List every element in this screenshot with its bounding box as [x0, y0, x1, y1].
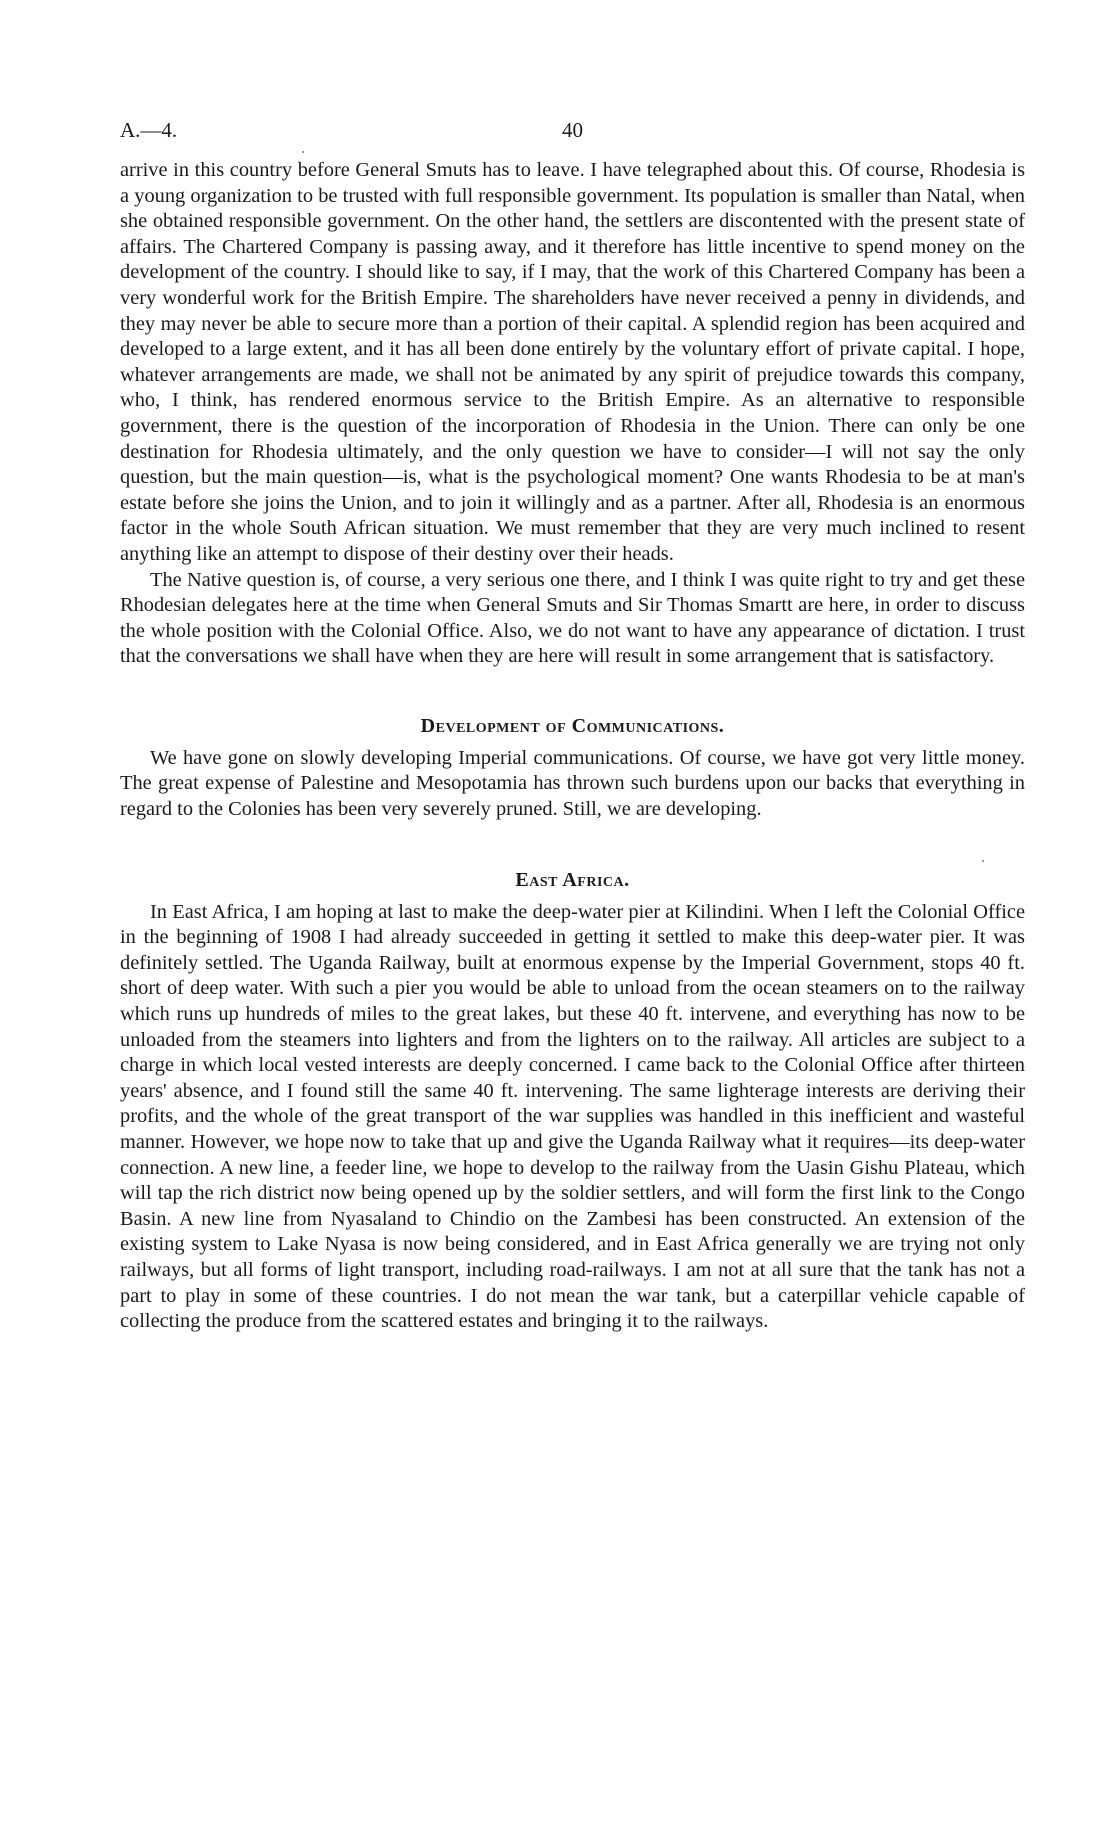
heading-development-of-communications: Development of Communications. — [420, 714, 725, 737]
running-header — [120, 118, 1025, 158]
paragraph-communications: We have gone on slowly developing Imperial communications. Of course, we have got very little money. The great expense of Palestine and Mesopotamia has thrown such burdens upon our backs that everything in regard to the Colonies has been very severely pruned. Still, we are developing. — [120, 746, 1025, 821]
document-reference: A.—4. — [120, 118, 178, 142]
paragraph-rhodesia: arrive in this country before General Smuts has to leave. I have telegraphed about this. Of course, Rhodesia is a young organization to be trusted with full responsible government. Its population is smaller than Natal, when she obtained responsible government. On the other hand, the settlers are discontented with the present state of affairs. The Chartered Company is passing away, and it therefore has little incentive to spend money on the development of the country. I should like to say, if I may, that the work of this Chartered Company has been a very wonderful work for the British Empire. The shareholders have never received a penny in dividends, and they may never be able to secure more than a portion of their capital. A splendid region has been acquired and developed to a large extent, and it has all been done entirely by the voluntary effort of private capital. I hope, whatever arrangements are made, we shall not be animated by any spirit of prejudice towards this company, who, I think, has rendered enormous service to the British Empire. As an alternative to responsible government, there is the question of the incorporation of Rhodesia in the Union. There can only be one destination for Rhodesia ultimately, and the only question we have to consider—I will not say the only question, but the main question—is, what is the psychological moment? One wants Rhodesia to be at man's estate before she joins the Union, and to join it willingly and as a partner. After all, Rhodesia is an enormous factor in the whole South African situation. We must remember that they are very much inclined to resent anything like an attempt to dispose of their destiny over their heads. — [120, 159, 1025, 565]
page-number: 40 — [562, 118, 583, 142]
paragraph-native-question: The Native question is, of course, a very serious one there, and I think I was quite right to try and get these Rhodesian delegates here at the time when General Smuts and Sir Thomas Smartt are here, in order to discuss the whole position with the Colonial Office. Also, we do not want to have any appearance of dictation. I trust that the conversations we shall have when they are here will result in some arrangement that is satisfactory. — [120, 568, 1025, 668]
heading-east-africa: East Africa. — [515, 868, 630, 891]
paragraph-east-africa: In East Africa, I am hoping at last to make the deep-water pier at Kilindini. When I left the Colonial Office in the beginning of 1908 I had already succeeded in getting it settled to make this deep-water pier. It was definitely settled. The Uganda Railway, built at enormous expense by the Imperial Government, stops 40 ft. short of deep water. With such a pier you would be able to unload from the ocean steamers on to the railway which runs up hundreds of miles to the great lakes, but these 40 ft. intervene, and everything has now to be unloaded from the steamers into lighters and from the lighters on to the railway. All articles are subject to a charge in which local vested interests are deeply concerned. I came back to the Colonial Office after thirteen years' absence, and I found still the same 40 ft. intervening. The same lighterage interests are deriving their profits, and the whole of the great transport of the war supplies was handled in this inefficient and wasteful manner. However, we hope now to take that up and give the Uganda Railway what it requires—its deep-water connection. A new line, a feeder line, we hope to develop to the railway from the Uasin Gishu Plateau, which will tap the rich district now being opened up by the soldier settlers, and will form the first link to the Congo Basin. A new line from Nyasaland to Chindio on the Zambesi has been constructed. An extension of the existing system to Lake Nyasa is now being considered, and in East Africa generally we are trying not only railways, but all forms of light transport, including road-railways. I am not at all sure that the tank has not a part to play in some of these countries. I do not mean the war tank, but a caterpillar vehicle capable of collecting the produce from the scattered estates and bringing it to the railways. — [120, 900, 1025, 1333]
document-page — [120, 118, 1025, 1335]
